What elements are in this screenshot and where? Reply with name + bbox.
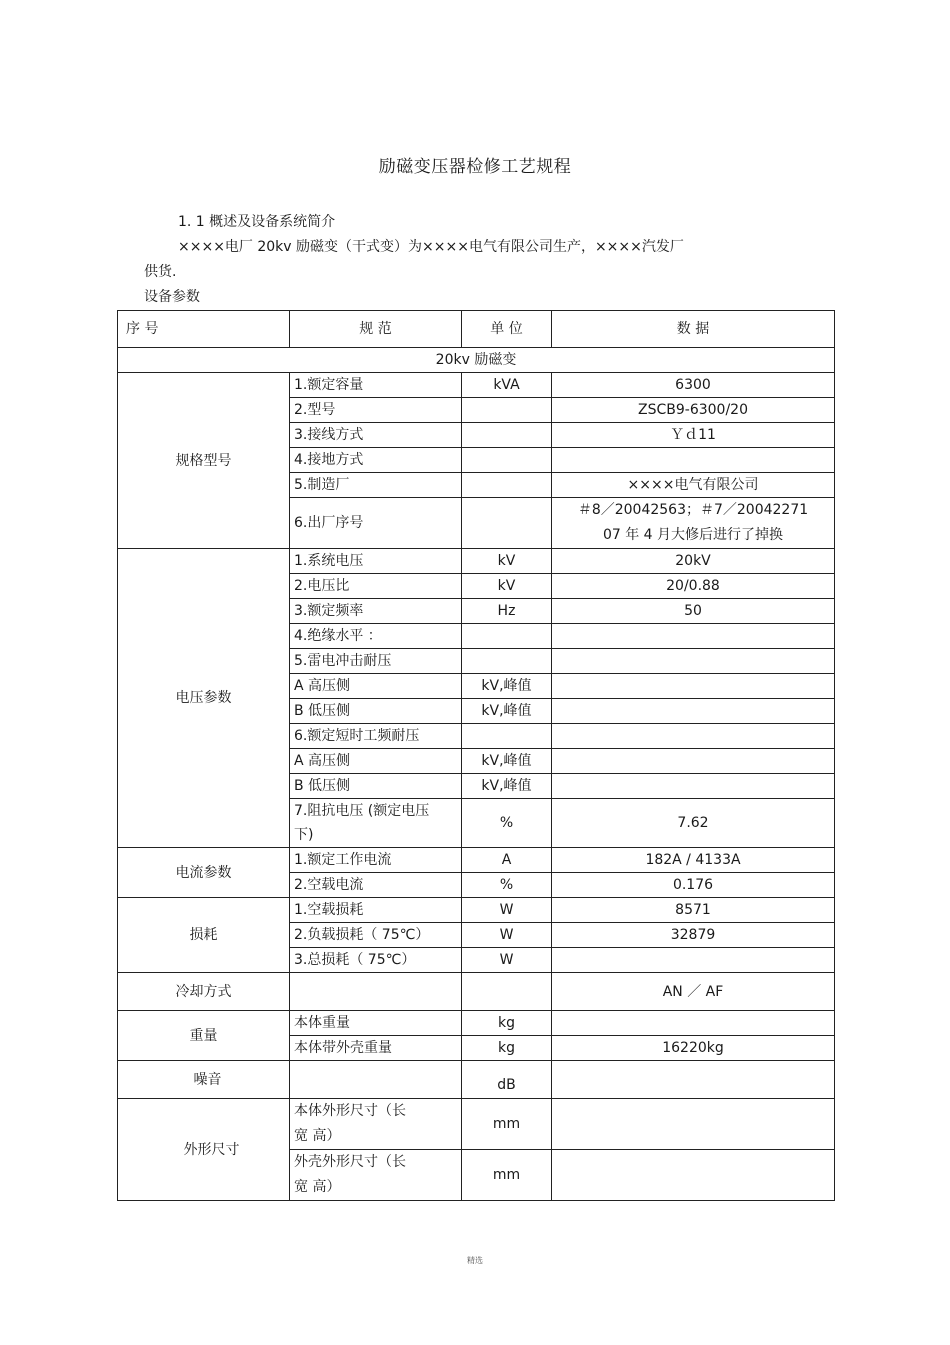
data-cell xyxy=(552,649,835,674)
unit-cell xyxy=(462,649,552,674)
spec-cell: 3.接线方式 xyxy=(290,423,462,448)
table-caption: 20kv 励磁变 xyxy=(118,348,835,373)
data-cell: 7.62 xyxy=(552,799,835,848)
data-cell xyxy=(552,624,835,649)
header-spec: 规 范 xyxy=(290,311,462,348)
unit-cell xyxy=(462,398,552,423)
serial-line-1: ＃8／20042563；＃7／20042271 xyxy=(577,502,809,518)
shell-dim-line-1: 外壳外形尺寸（长 xyxy=(294,1154,406,1170)
unit-cell: W xyxy=(462,898,552,923)
table-row xyxy=(118,1011,835,1036)
spec-cell: B 低压侧 xyxy=(290,699,462,724)
intro-line-1: ××××电厂 20kv 励磁变（干式变）为××××电气有限公司生产，××××汽发厂 xyxy=(178,239,684,255)
unit-cell: Hz xyxy=(462,599,552,624)
group-dimensions: 外形尺寸 xyxy=(118,1099,290,1201)
data-cell xyxy=(552,1011,835,1036)
group-spec-model: 规格型号 xyxy=(118,373,290,549)
data-cell: 8571 xyxy=(552,898,835,923)
section-heading: 1. 1 概述及设备系统简介 xyxy=(178,214,336,230)
unit-cell xyxy=(462,724,552,749)
unit-cell: kV,峰值 xyxy=(462,774,552,799)
spec-cell: 4.绝缘水平 ： xyxy=(290,624,462,649)
unit-cell: mm xyxy=(462,1099,552,1150)
unit-cell: kVA xyxy=(462,373,552,398)
data-cell: 16220kg xyxy=(552,1036,835,1061)
unit-cell xyxy=(462,423,552,448)
data-cell xyxy=(552,448,835,473)
unit-cell: W xyxy=(462,948,552,973)
unit-cell: % xyxy=(462,873,552,898)
impedance-line-2: 下) xyxy=(294,827,314,843)
table-row xyxy=(118,549,835,574)
data-cell xyxy=(552,674,835,699)
data-cell: ××××电气有限公司 xyxy=(552,473,835,498)
data-cell xyxy=(552,774,835,799)
table-row xyxy=(118,1061,835,1099)
group-voltage: 电压参数 xyxy=(118,549,290,848)
table-row xyxy=(118,848,835,873)
unit-cell xyxy=(462,498,552,549)
data-cell: 20kV xyxy=(552,549,835,574)
group-weight: 重量 xyxy=(118,1011,290,1061)
params-label: 设备参数 xyxy=(144,289,200,305)
unit-cell: % xyxy=(462,799,552,848)
unit-cell: mm xyxy=(462,1150,552,1201)
page-footer: 精选 xyxy=(467,1256,483,1265)
spec-cell: 6.出厂序号 xyxy=(290,498,462,549)
unit-cell xyxy=(462,473,552,498)
spec-cell xyxy=(290,1099,462,1150)
unit-cell: kg xyxy=(462,1036,552,1061)
data-cell: AN ／ AF xyxy=(552,973,835,1011)
table-row xyxy=(118,973,835,1011)
unit-cell: W xyxy=(462,923,552,948)
data-cell xyxy=(552,498,835,549)
unit-cell xyxy=(462,448,552,473)
header-data: 数 据 xyxy=(552,311,835,348)
spec-cell xyxy=(290,799,462,848)
table-row xyxy=(118,1099,835,1150)
spec-cell: 2.型号 xyxy=(290,398,462,423)
spec-cell: 2.负载损耗（ 75℃） xyxy=(290,923,462,948)
spec-cell: 1.系统电压 xyxy=(290,549,462,574)
shell-dim-line-2: 宽 高） xyxy=(294,1179,341,1195)
unit-cell: kV,峰值 xyxy=(462,674,552,699)
data-cell xyxy=(552,948,835,973)
spec-cell: 4.接地方式 xyxy=(290,448,462,473)
data-cell xyxy=(552,1150,835,1201)
group-cooling: 冷却方式 xyxy=(118,973,290,1011)
spec-cell: 2.空载电流 xyxy=(290,873,462,898)
spec-cell: 1.额定容量 xyxy=(290,373,462,398)
caption-row xyxy=(118,348,835,373)
data-cell: 0.176 xyxy=(552,873,835,898)
spec-cell xyxy=(290,1150,462,1201)
unit-cell: kV,峰值 xyxy=(462,749,552,774)
data-cell: 6300 xyxy=(552,373,835,398)
spec-cell: 6.额定短时工频耐压 xyxy=(290,724,462,749)
spec-cell: A 高压侧 xyxy=(290,674,462,699)
group-current: 电流参数 xyxy=(118,848,290,898)
spec-cell: 2.电压比 xyxy=(290,574,462,599)
header-seq: 序 号 xyxy=(118,311,290,348)
unit-cell: kV xyxy=(462,574,552,599)
data-cell: 20/0.88 xyxy=(552,574,835,599)
data-cell: Ｙｄ11 xyxy=(552,423,835,448)
group-loss: 损耗 xyxy=(118,898,290,973)
data-cell xyxy=(552,1061,835,1099)
document-title: 励磁变压器检修工艺规程 xyxy=(378,157,572,177)
data-cell: 50 xyxy=(552,599,835,624)
data-cell xyxy=(552,724,835,749)
spec-cell: 1.空载损耗 xyxy=(290,898,462,923)
data-cell: ZSCB9-6300/20 xyxy=(552,398,835,423)
table-header-row xyxy=(118,311,835,348)
data-cell: 32879 xyxy=(552,923,835,948)
spec-cell: 本体带外壳重量 xyxy=(290,1036,462,1061)
table-row xyxy=(118,373,835,398)
parameters-table xyxy=(117,310,835,1201)
unit-cell: kV xyxy=(462,549,552,574)
unit-cell: dB xyxy=(462,1061,552,1099)
spec-cell: 5.制造厂 xyxy=(290,473,462,498)
header-unit: 单 位 xyxy=(462,311,552,348)
body-dim-line-2: 宽 高） xyxy=(294,1128,341,1144)
group-noise: 噪音 xyxy=(118,1061,290,1099)
table-row xyxy=(118,898,835,923)
impedance-line-1: 7.阻抗电压 (额定电压 xyxy=(294,803,430,819)
spec-cell: 3.额定频率 xyxy=(290,599,462,624)
unit-cell xyxy=(462,624,552,649)
unit-cell: A xyxy=(462,848,552,873)
spec-cell: 5.雷电冲击耐压 xyxy=(290,649,462,674)
spec-cell: 本体重量 xyxy=(290,1011,462,1036)
spec-cell: 3.总损耗（ 75℃） xyxy=(290,948,462,973)
intro-line-2: 供货. xyxy=(144,264,177,280)
spec-cell xyxy=(290,973,462,1011)
data-cell xyxy=(552,699,835,724)
unit-cell: kg xyxy=(462,1011,552,1036)
unit-cell xyxy=(462,973,552,1011)
serial-line-2: 07 年 4 月大修后进行了掉换 xyxy=(602,527,784,543)
data-cell: 182A / 4133A xyxy=(552,848,835,873)
spec-cell: B 低压侧 xyxy=(290,774,462,799)
data-cell xyxy=(552,749,835,774)
spec-cell: A 高压侧 xyxy=(290,749,462,774)
spec-cell xyxy=(290,1061,462,1099)
unit-cell: kV,峰值 xyxy=(462,699,552,724)
body-dim-line-1: 本体外形尺寸（长 xyxy=(294,1103,406,1119)
spec-cell: 1.额定工作电流 xyxy=(290,848,462,873)
data-cell xyxy=(552,1099,835,1150)
